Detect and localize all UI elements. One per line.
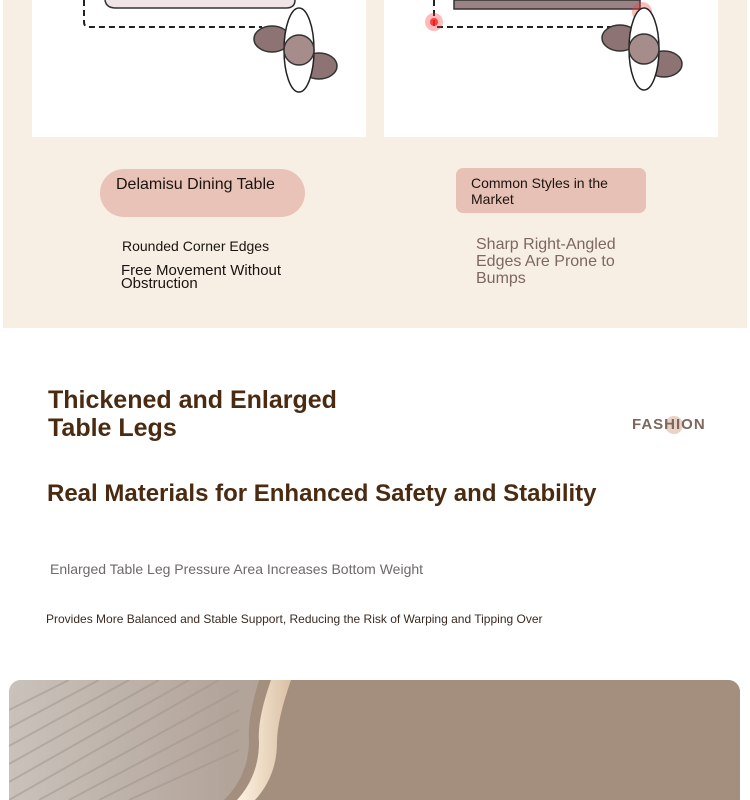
section-heading: Thickened and Enlarged Table Legs: [48, 386, 337, 442]
delamisu-title-badge: Delamisu Dining Table: [100, 169, 305, 217]
section-subheading: Real Materials for Enhanced Safety and Stability: [47, 480, 597, 507]
brand-logo: FASHION: [632, 416, 706, 433]
description-line-2: Provides More Balanced and Stable Support, Reducing the Risk of Warping and Tipping Over: [46, 612, 543, 626]
sharp-table-diagram-icon: [384, 0, 718, 137]
market-title-badge: Common Styles in the Market: [456, 168, 646, 213]
description-line-1: Enlarged Table Leg Pressure Area Increases Bottom Weight: [50, 561, 424, 577]
table-leg-photo: [9, 680, 740, 800]
feature-free-movement: Free Movement Without Obstruction: [121, 262, 282, 292]
feature-sharp-edges: Sharp Right-Angled Edges Are Prone to Bumps: [476, 236, 616, 287]
feature-rounded-corners: Rounded Corner Edges: [122, 238, 270, 254]
rounded-table-diagram-icon: [32, 0, 366, 137]
